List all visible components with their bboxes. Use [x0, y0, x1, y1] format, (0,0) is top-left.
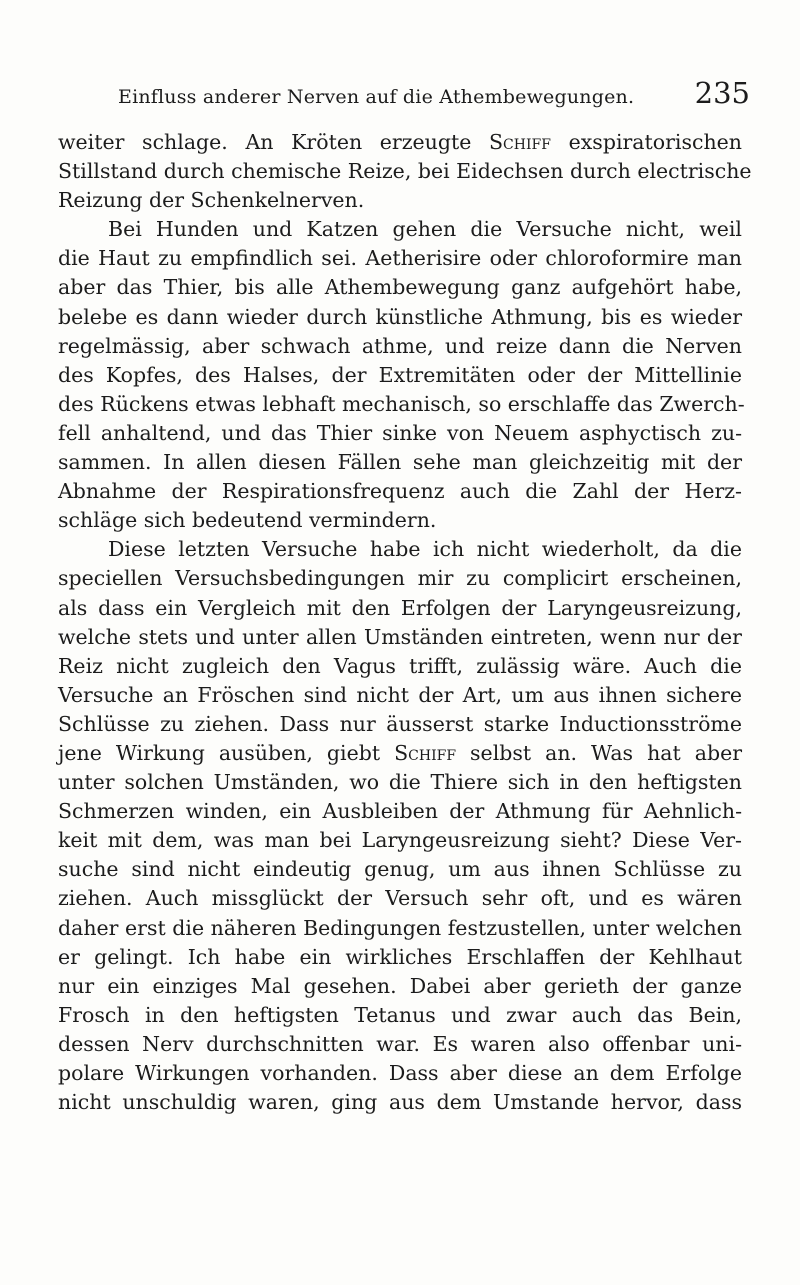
body-text	[58, 128, 752, 1117]
paragraph-first-line: Bei Hunden und Katzen gehen die Versuche nicht, weil	[108, 217, 742, 242]
page-number: 235	[694, 76, 750, 110]
text-line: welche stets und unter allen Umständen eintreten, wenn nur der	[58, 624, 742, 649]
text-line: ziehen. Auch missglückt der Versuch sehr oft, und es wären	[58, 886, 742, 911]
text-line: des Rückens etwas lebhaft mechanisch, so erschlaffe das Zwerch-	[58, 391, 745, 416]
text-line: Schmerzen winden, ein Ausbleiben der Athmung für Aehnlich-	[58, 799, 742, 824]
text-line: nur ein einziges Mal gesehen. Dabei aber gerieth der ganze	[58, 973, 742, 998]
text-line: aber das Thier, bis alle Athembewegung ganz aufgehört habe,	[58, 275, 742, 300]
text-line: speciellen Versuchsbedingungen mir zu complicirt erscheinen,	[58, 566, 742, 591]
text-line: Schlüsse zu ziehen. Dass nur äusserst starke Inductionsströme	[58, 711, 742, 736]
text-line: sammen. In allen diesen Fällen sehe man gleichzeitig mit der	[58, 450, 742, 475]
text-line: fell anhaltend, und das Thier sinke von Neuem asphyctisch zu-	[58, 420, 742, 445]
text-line: polare Wirkungen vorhanden. Dass aber diese an dem Erfolge	[58, 1061, 742, 1085]
paragraph-first-line: Diese letzten Versuche habe ich nicht wiederholt, da die	[108, 537, 742, 562]
text-line: dessen Nerv durchschnitten war. Es waren also offenbar uni-	[58, 1031, 742, 1056]
text-line: weiter schlage. An Kröten erzeugte Schiff exspiratorischen	[58, 130, 742, 154]
text-line: Versuche an Fröschen sind nicht der Art, um aus ihnen sichere	[58, 682, 742, 707]
text-line: Reizung der Schenkelnerven.	[58, 188, 365, 213]
text-line: keit mit dem, was man bei Laryngeusreizung sieht? Diese Ver-	[58, 828, 742, 853]
text-line: regelmässig, aber schwach athme, und reize dann die Nerven	[58, 333, 742, 358]
text-line: Frosch in den heftigsten Tetanus und zwar auch das Bein,	[58, 1002, 742, 1027]
author-name: Schiff	[489, 130, 551, 154]
text-line: des Kopfes, des Halses, der Extremitäten oder der Mittellinie	[58, 362, 742, 387]
text-line: Stillstand durch chemische Reize, bei Eidechsen durch electrische	[58, 159, 752, 184]
text-line: als dass ein Vergleich mit den Erfolgen der Laryngeusreizung,	[58, 595, 742, 620]
text-line: er gelingt. Ich habe ein wirkliches Erschlaffen der Kehlhaut	[58, 944, 742, 969]
page-header	[60, 76, 750, 116]
text-line: schläge sich bedeutend vermindern.	[58, 508, 437, 533]
text-line: unter solchen Umständen, wo die Thiere sich in den heftigsten	[58, 770, 742, 795]
text-line: Abnahme der Respirationsfrequenz auch die Zahl der Herz-	[58, 479, 742, 504]
text-line: die Haut zu empfindlich sei. Aetherisire oder chloroformire man	[58, 246, 742, 271]
text-line: Reiz nicht zugleich den Vagus trifft, zulässig wäre. Auch die	[58, 653, 742, 678]
text-line: nicht unschuldig waren, ging aus dem Umstande hervor, dass	[58, 1090, 742, 1115]
author-name: Schiff	[394, 740, 457, 765]
text-line: suche sind nicht eindeutig genug, um aus ihnen Schlüsse zu	[58, 857, 742, 882]
running-head: Einfluss anderer Nerven auf die Athembewegungen.	[118, 86, 635, 108]
text-line: jene Wirkung ausüben, giebt Schiff selbst an. Was hat aber	[58, 740, 742, 765]
text-line: daher erst die näheren Bedingungen festzustellen, unter welchen	[58, 915, 742, 940]
text-line: belebe es dann wieder durch künstliche Athmung, bis es wieder	[58, 304, 742, 329]
